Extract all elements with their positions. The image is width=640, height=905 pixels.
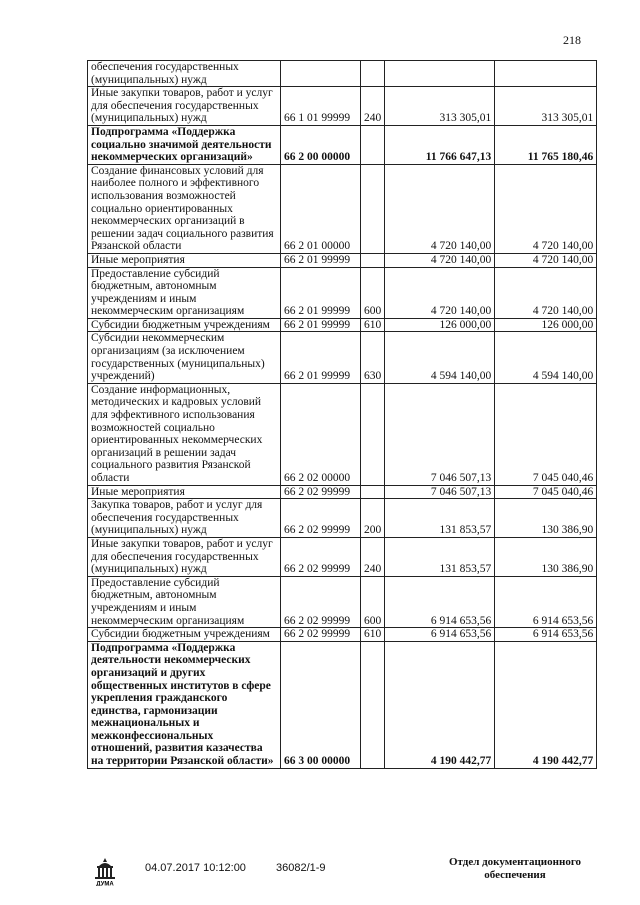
cell-vr: 200	[361, 499, 385, 538]
cell-name: Подпрограмма «Поддержка социально значимой деятельности некоммерческих организаций»	[88, 125, 281, 164]
cell-name: Подпрограмма «Поддержка деятельности некоммерческих организаций и других общественных институтов в сфере укрепления гражданского единства, гармонизации межнациональных и межконфессиональных отношений, развития казачества на территории Рязанской области»	[88, 641, 281, 768]
cell-vr	[361, 485, 385, 499]
cell-name: Закупка товаров, работ и услуг для обеспечения государственных (муниципальных) нужд	[88, 499, 281, 538]
table-row	[88, 383, 597, 485]
cell-vr: 600	[361, 576, 385, 627]
cell-amount-1: 313 305,01	[385, 87, 495, 126]
logo-text: ДУМА	[96, 881, 114, 886]
cell-amount-1: 126 000,00	[385, 318, 495, 332]
cell-code: 66 2 01 99999	[281, 253, 361, 267]
cell-name: Предоставление субсидий бюджетным, автономным учреждениям и иным некоммерческим организациям	[88, 267, 281, 318]
cell-amount-2: 6 914 653,56	[495, 576, 597, 627]
cell-amount-2: 130 386,90	[495, 537, 597, 576]
cell-code: 66 2 01 99999	[281, 332, 361, 383]
cell-vr: 610	[361, 628, 385, 642]
cell-vr	[361, 61, 385, 87]
cell-code: 66 2 01 00000	[281, 164, 361, 253]
cell-code: 66 2 02 00000	[281, 383, 361, 485]
footer-datetime: 04.07.2017 10:12:00	[145, 862, 246, 874]
cell-name: Иные мероприятия	[88, 485, 281, 499]
cell-code	[281, 61, 361, 87]
cell-code: 66 2 01 99999	[281, 267, 361, 318]
table-row	[88, 576, 597, 627]
cell-amount-2: 7 045 040,46	[495, 383, 597, 485]
table-row	[88, 164, 597, 253]
cell-vr	[361, 164, 385, 253]
cell-name: Субсидии бюджетным учреждениям	[88, 318, 281, 332]
cell-name: Создание информационных, методических и кадровых условий для эффективного использования возможностей социально ориентированных некоммерческих организаций в решении задач социального развития Рязанской области	[88, 383, 281, 485]
cell-amount-2: 4 190 442,77	[495, 641, 597, 768]
table-row	[88, 253, 597, 267]
cell-vr	[361, 383, 385, 485]
table-row	[88, 125, 597, 164]
cell-vr	[361, 641, 385, 768]
budget-table-wrapper	[87, 60, 597, 769]
cell-amount-2: 4 594 140,00	[495, 332, 597, 383]
table-row	[88, 332, 597, 383]
duma-logo-icon	[90, 856, 120, 886]
cell-amount-1: 6 914 653,56	[385, 576, 495, 627]
cell-vr: 240	[361, 537, 385, 576]
cell-name: обеспечения государственных (муниципальных) нужд	[88, 61, 281, 87]
cell-name: Иные мероприятия	[88, 253, 281, 267]
table-row	[88, 628, 597, 642]
cell-amount-1: 7 046 507,13	[385, 485, 495, 499]
cell-name: Субсидии бюджетным учреждениям	[88, 628, 281, 642]
cell-amount-2: 126 000,00	[495, 318, 597, 332]
table-row	[88, 485, 597, 499]
cell-amount-1: 4 720 140,00	[385, 253, 495, 267]
cell-name: Иные закупки товаров, работ и услуг для обеспечения государственных (муниципальных) нужд	[88, 537, 281, 576]
cell-code: 66 2 00 00000	[281, 125, 361, 164]
cell-amount-2: 11 765 180,46	[495, 125, 597, 164]
cell-code: 66 2 01 99999	[281, 318, 361, 332]
table-row	[88, 641, 597, 768]
cell-amount-1: 4 190 442,77	[385, 641, 495, 768]
cell-code: 66 2 02 99999	[281, 485, 361, 499]
cell-code: 66 2 02 99999	[281, 537, 361, 576]
cell-amount-1: 131 853,57	[385, 499, 495, 538]
cell-code: 66 2 02 99999	[281, 576, 361, 627]
cell-amount-1: 131 853,57	[385, 537, 495, 576]
cell-vr: 600	[361, 267, 385, 318]
cell-amount-1: 4 720 140,00	[385, 267, 495, 318]
cell-amount-1: 4 594 140,00	[385, 332, 495, 383]
cell-amount-1	[385, 61, 495, 87]
cell-code: 66 2 02 99999	[281, 499, 361, 538]
cell-vr	[361, 253, 385, 267]
table-row	[88, 318, 597, 332]
table-row	[88, 537, 597, 576]
table-row	[88, 499, 597, 538]
cell-vr: 610	[361, 318, 385, 332]
cell-vr: 240	[361, 87, 385, 126]
cell-code: 66 1 01 99999	[281, 87, 361, 126]
cell-amount-1: 4 720 140,00	[385, 164, 495, 253]
cell-amount-2: 6 914 653,56	[495, 628, 597, 642]
cell-amount-2: 313 305,01	[495, 87, 597, 126]
cell-name: Предоставление субсидий бюджетным, автономным учреждениям и иным некоммерческим организациям	[88, 576, 281, 627]
page-number: 218	[563, 33, 581, 47]
table-row	[88, 267, 597, 318]
cell-amount-2: 4 720 140,00	[495, 253, 597, 267]
cell-amount-2: 130 386,90	[495, 499, 597, 538]
table-row	[88, 87, 597, 126]
table-row	[88, 61, 597, 87]
cell-code: 66 3 00 00000	[281, 641, 361, 768]
cell-amount-2: 4 720 140,00	[495, 164, 597, 253]
cell-name: Субсидии некоммерческим организациям (за исключением государственных (муниципальных) учреждений)	[88, 332, 281, 383]
budget-table	[87, 60, 597, 769]
budget-table-body	[88, 61, 597, 769]
cell-name: Создание финансовых условий для наиболее полного и эффективного использования возможностей социально ориентированных некоммерческих организаций в решении задач социального развития Рязанской области	[88, 164, 281, 253]
footer	[0, 850, 640, 905]
cell-amount-2: 7 045 040,46	[495, 485, 597, 499]
footer-doc-number: 36082/1-9	[276, 862, 326, 874]
cell-code: 66 2 02 99999	[281, 628, 361, 642]
cell-vr	[361, 125, 385, 164]
cell-amount-1: 7 046 507,13	[385, 383, 495, 485]
cell-amount-2	[495, 61, 597, 87]
cell-amount-2: 4 720 140,00	[495, 267, 597, 318]
footer-department: Отдел документационного обеспечения	[448, 856, 582, 881]
cell-amount-1: 6 914 653,56	[385, 628, 495, 642]
cell-amount-1: 11 766 647,13	[385, 125, 495, 164]
cell-name: Иные закупки товаров, работ и услуг для обеспечения государственных (муниципальных) нужд	[88, 87, 281, 126]
cell-vr: 630	[361, 332, 385, 383]
